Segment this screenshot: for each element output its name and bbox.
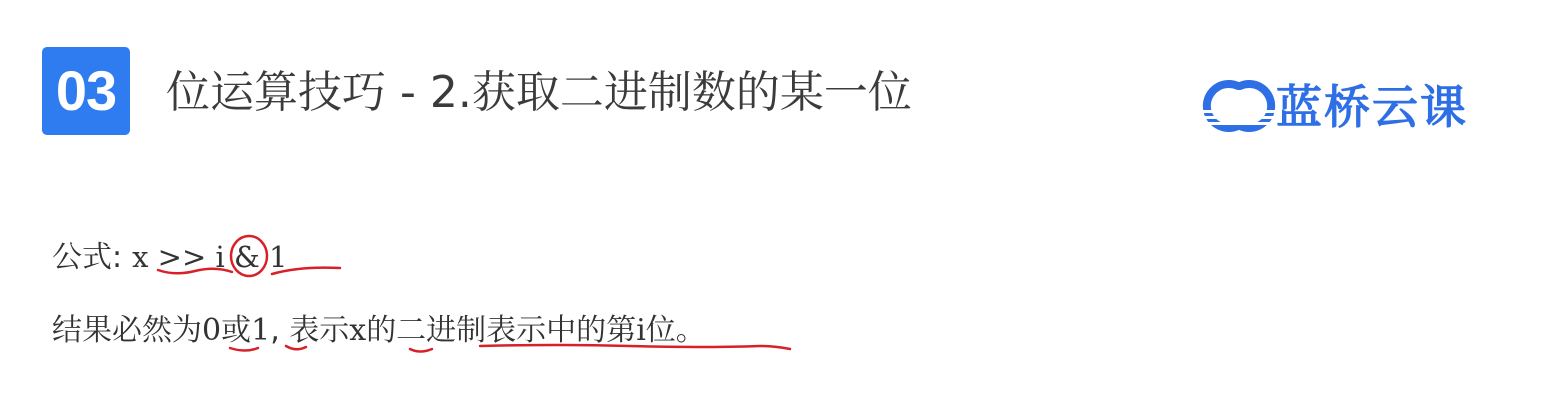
lanqiao-logo-icon (1198, 80, 1280, 132)
result-text-part: 的二进制表示中的第 (366, 313, 637, 348)
formula-line (52, 232, 287, 282)
page-title: 位运算技巧 - 2.获取二进制数的某一位 (166, 67, 912, 118)
brand-name: 蓝桥云课 (1276, 80, 1468, 134)
result-text-part: 位。 (645, 313, 706, 348)
result-description (52, 306, 706, 356)
result-text-part: , 表示 (270, 313, 350, 348)
result-text-part: 或 (221, 313, 252, 348)
result-variable-x: x (349, 313, 367, 348)
section-number-badge: 03 (42, 47, 130, 135)
brand-logo (1198, 78, 1518, 136)
result-value-zero: 0 (202, 313, 222, 348)
formula-expression: x >> i & 1 (132, 240, 288, 274)
result-value-one: 1 (251, 313, 271, 348)
formula-label: 公式: (52, 240, 123, 275)
result-variable-i: i (636, 313, 646, 348)
result-text-part: 结果必然为 (52, 313, 202, 348)
